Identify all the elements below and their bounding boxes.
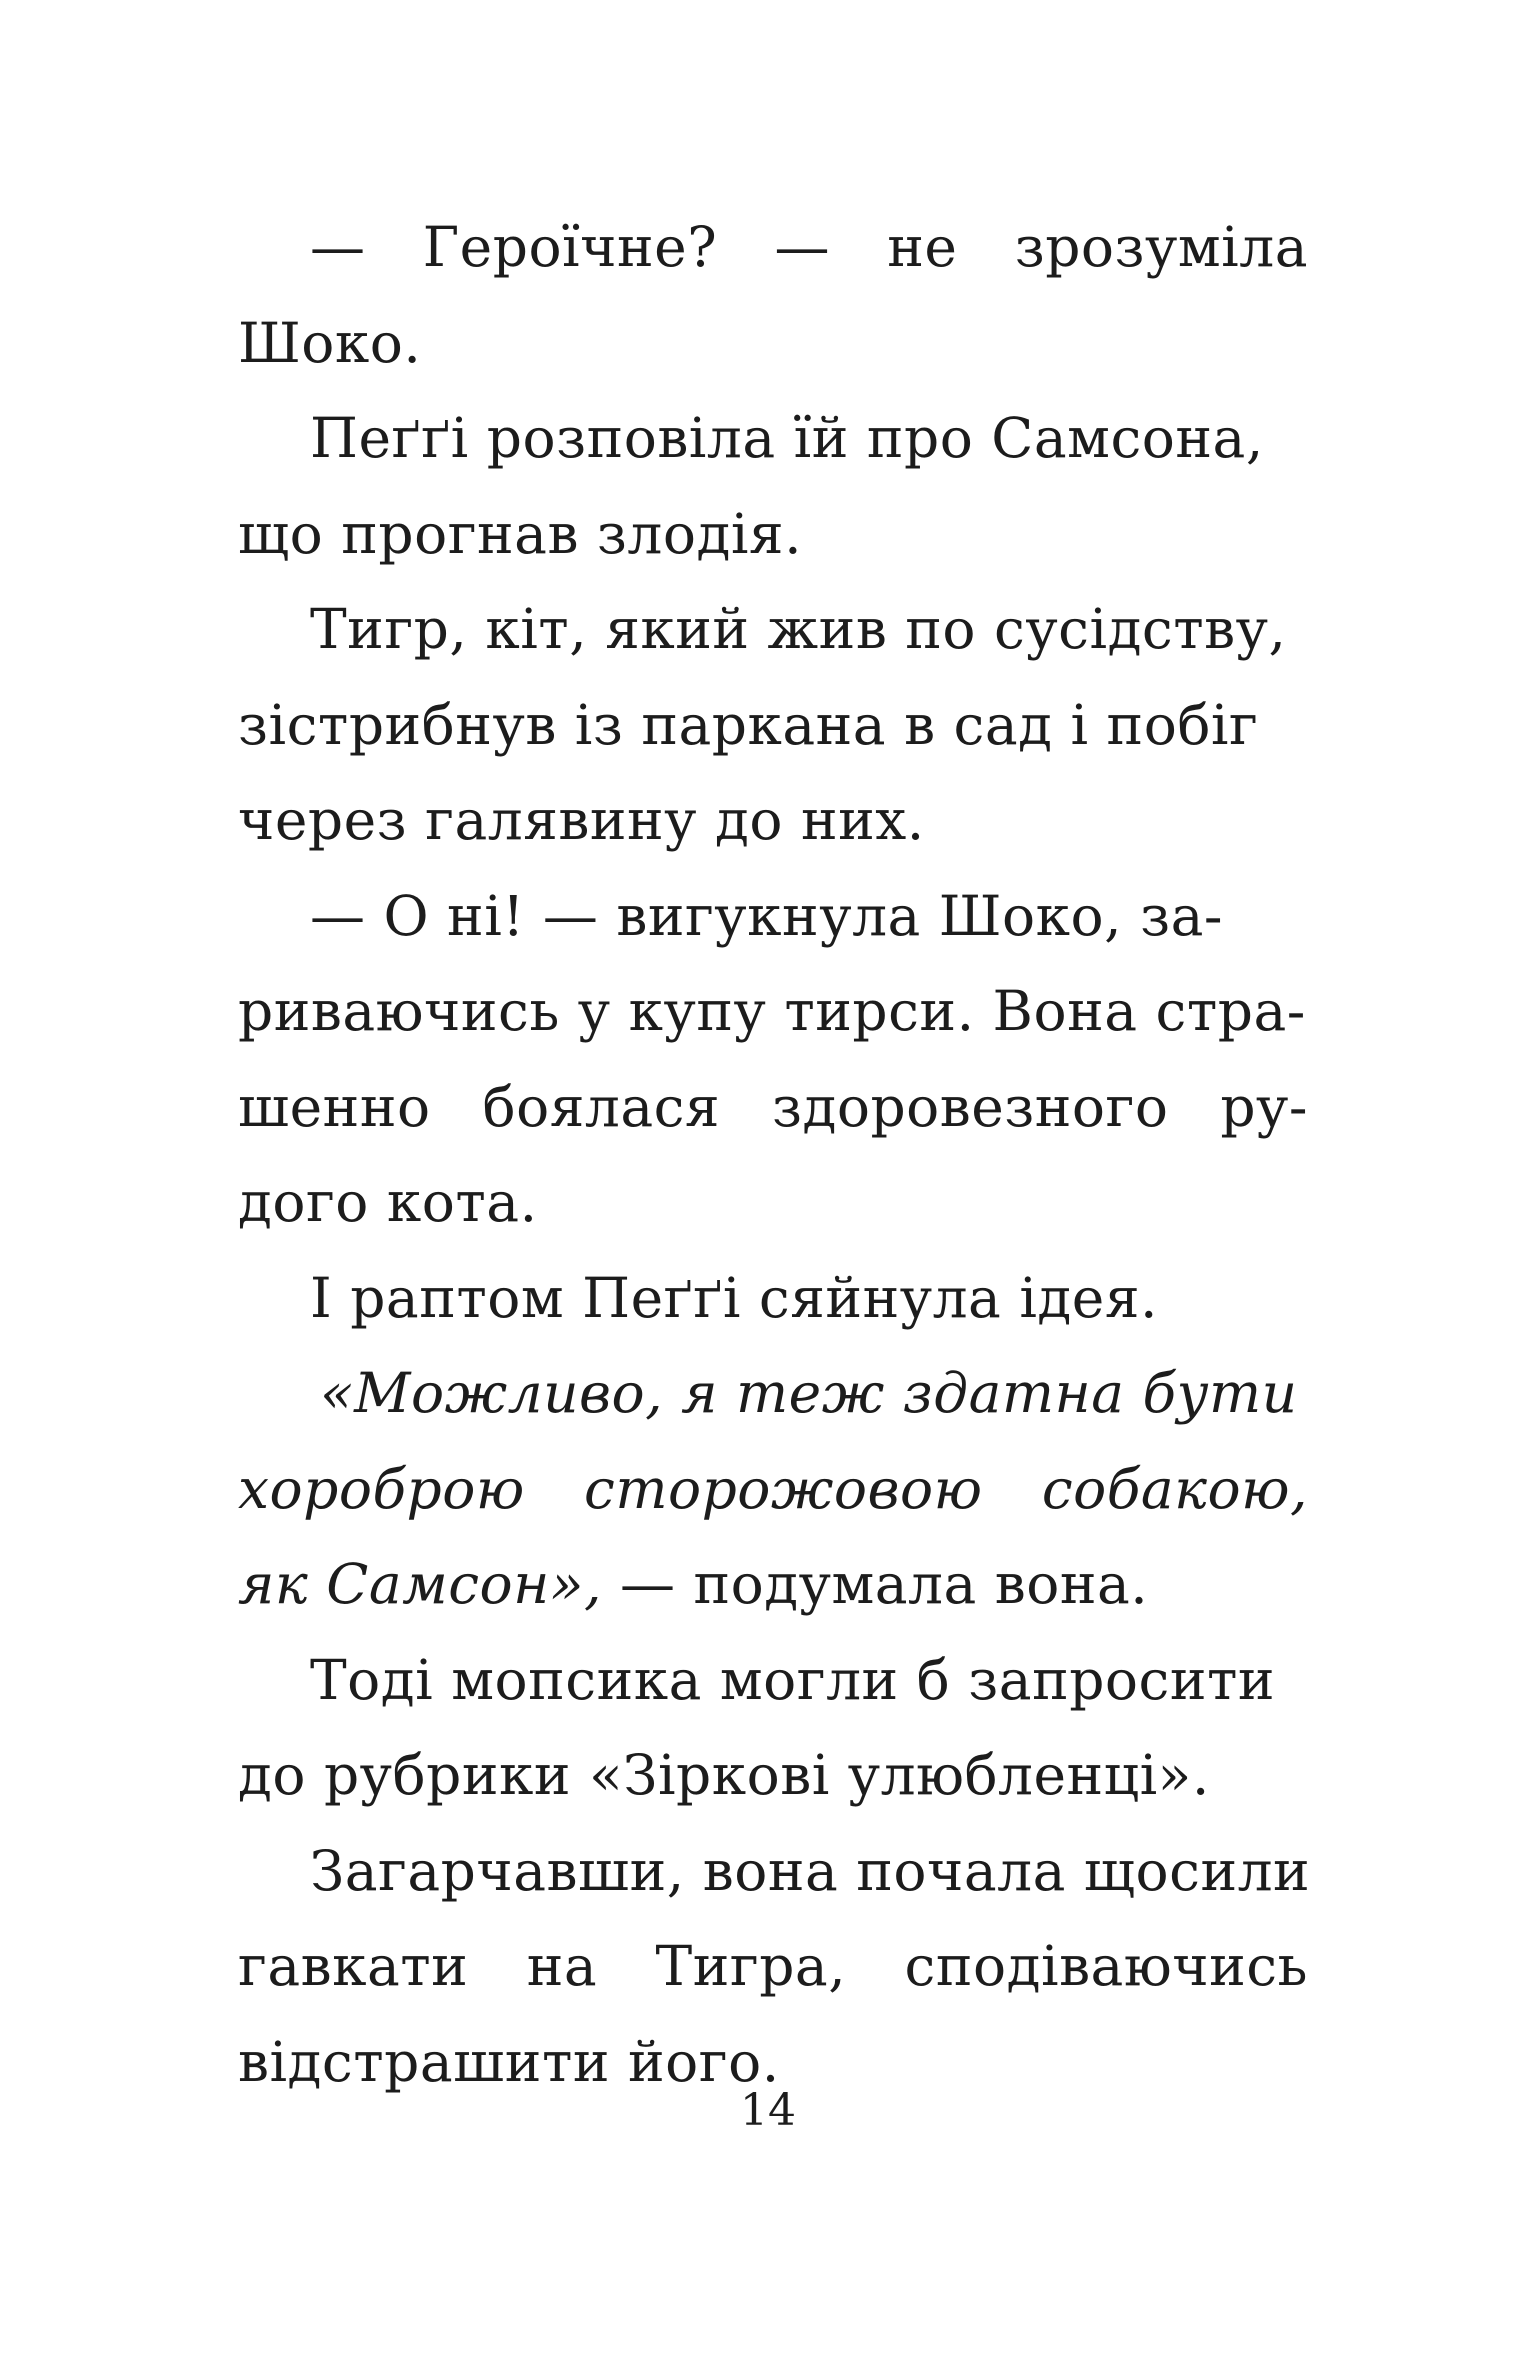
word: здоровезного [771, 1074, 1169, 1139]
word: Героїчне? [422, 215, 718, 279]
text-line [238, 1537, 1308, 1633]
word: шенно [238, 1074, 431, 1139]
text-line: через галявину до них. [238, 788, 925, 852]
word: сторожовою [584, 1456, 983, 1521]
text-line: Тоді мопсика могли б запросити [310, 1647, 1276, 1712]
word: — [774, 215, 830, 279]
text-line: відстрашити його. [238, 2029, 780, 2094]
word: ру- [1220, 1074, 1308, 1139]
text-line: Тигр, кіт, який жив по сусідству, [310, 597, 1287, 661]
text-line: Пеґґі розповіла їй про Самсона, [310, 406, 1264, 470]
text-line: до рубрики «Зіркові улюбленці». [238, 1743, 1210, 1807]
text-line: «Можливо, я теж здатна бути [320, 1361, 1298, 1425]
text-line: що прогнав злодія. [238, 501, 803, 566]
word: сподіваючись [904, 1934, 1308, 1998]
body-text [238, 200, 1311, 2110]
word: боялася [482, 1074, 721, 1139]
word: зрозуміла [1014, 215, 1308, 279]
page-number: 14 [740, 2085, 796, 2136]
italic-fragment: як Самсон», [238, 1552, 602, 1616]
word: не [887, 215, 958, 279]
text-line [238, 1442, 1308, 1538]
word: собакою, [1041, 1456, 1308, 1521]
text-line: Загарчавши, вона почала щосили [310, 1838, 1311, 1903]
text-line [238, 200, 1308, 296]
text-line: риваючись у купу тирси. Вона стра- [238, 979, 1306, 1043]
text-line: зістрибнув із паркана в сад і побіг [238, 692, 1259, 757]
text-line: — О ні! — вигукнула Шоко, за- [310, 883, 1223, 948]
word: гавкати [238, 1934, 469, 1998]
text-line: дого кота. [238, 1170, 538, 1234]
text-line: Шоко. [238, 310, 422, 375]
text-line [238, 1060, 1308, 1156]
text-line: І раптом Пеґґі сяйнула ідея. [310, 1265, 1158, 1330]
word: хороброю [238, 1456, 525, 1521]
text-fragment: — подумала вона. [602, 1552, 1149, 1616]
word: — [310, 215, 366, 279]
word: Тигра, [655, 1934, 847, 1998]
word: на [526, 1934, 598, 1998]
text-line [238, 1919, 1308, 2015]
